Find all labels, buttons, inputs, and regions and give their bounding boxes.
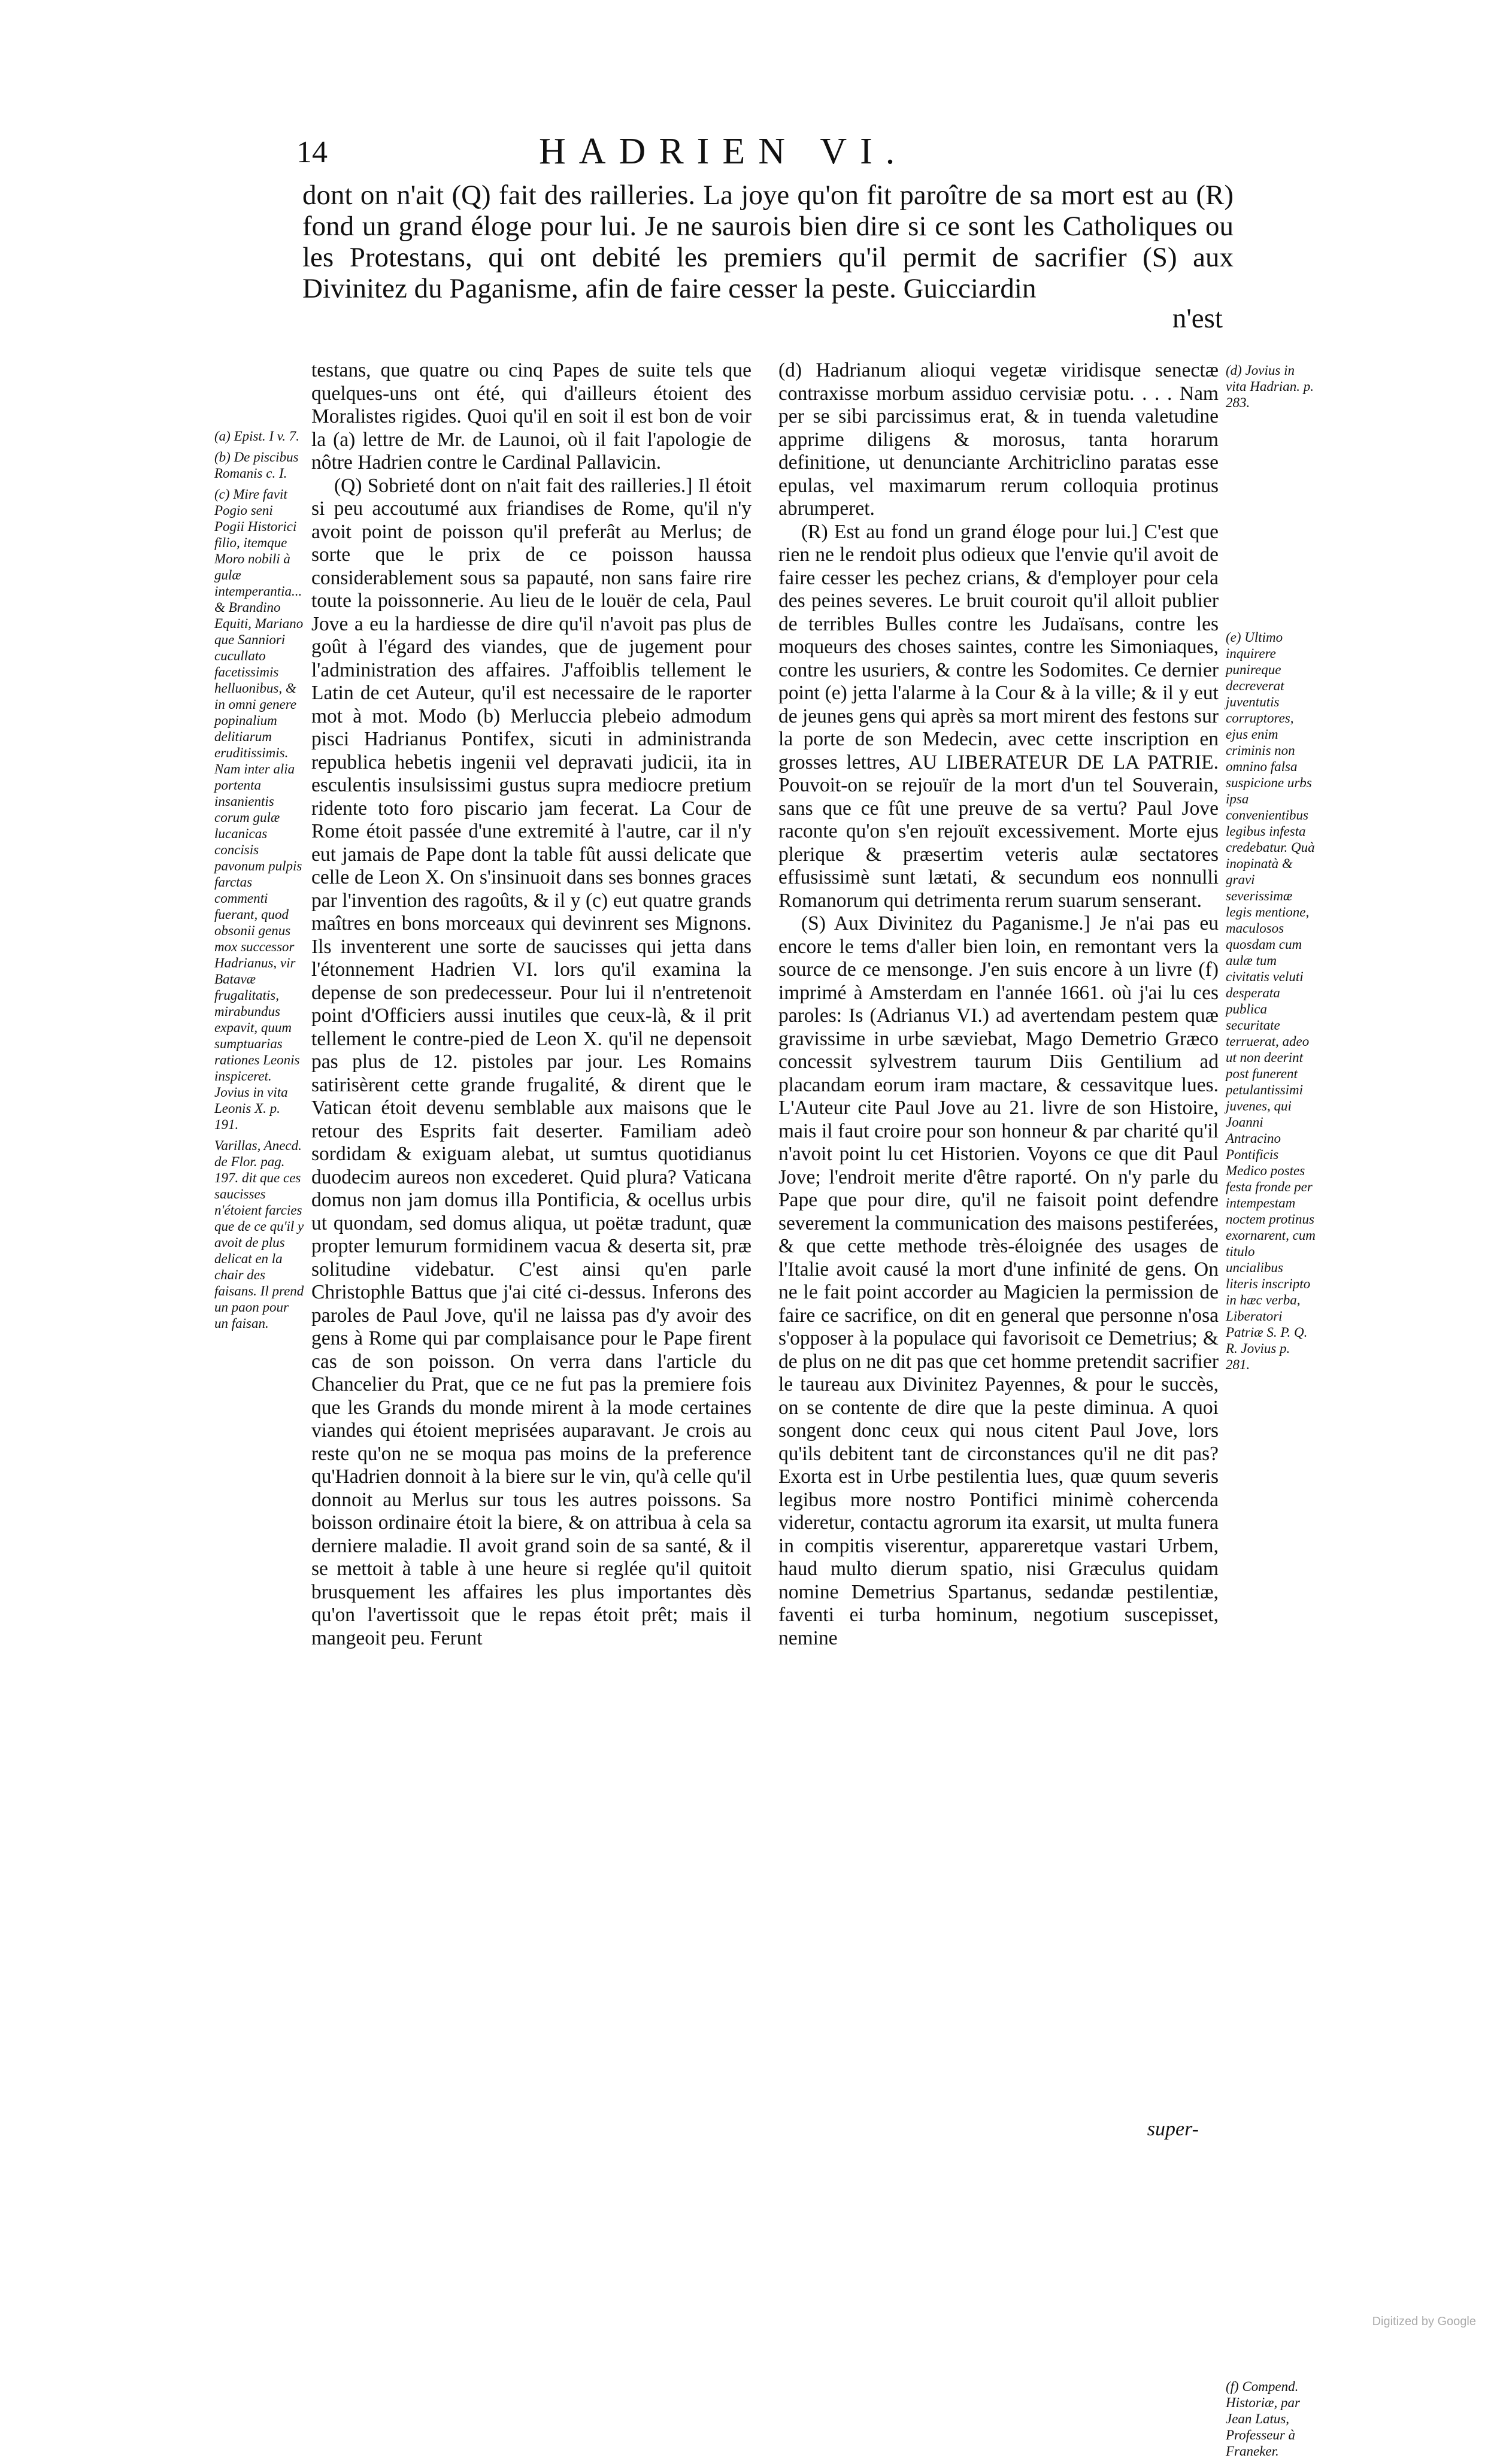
margin-note: (d) Jovius in vita Hadrian. p. 283. — [1226, 363, 1314, 410]
margin-note: (a) Epist. I v. 7. — [214, 429, 300, 444]
page-number: 14 — [296, 135, 328, 169]
left-paragraph-1: testans, que quatre ou cinq Papes de suite tels que quelques-uns ont été, qui d'ailleurs étoient des Moralistes rigides. Quoi qu'il en soit il est bon de voir la (a) lettre de Mr. de Launoi, où il fait l'apologie de nôtre Hadrien contre le Cardinal Pallavicin. — [311, 359, 751, 474]
margin-note: (c) Mire favit Pogio seni Pogii Historici filio, itemque Moro nobili à gulæ intemperantia... & Brandino Equiti, Mariano que Sanniori cucullato facetissimis helluonibus, & in omni genere popinalium delitiarum eruditissimis. Nam inter alia portenta insanientis corum gulæ lucanicas concisis pavonum pulpis farctas commenti fuerant, quod obsonii genus mox successor Hadrianus, vir Batavæ frugalitatis, mirabundus expavit, quum sumptuarias rationes Leonis inspiceret. Jovius in vita Leonis X. p. 191. — [214, 487, 304, 1132]
margin-note: (e) Ultimo inquirere punireque decreverat juventutis corruptores, ejus enim criminis non omnino falsa suspicione urbs ipsa convenientibus legibus infesta credebatur. Quà inopinatà & gravi severissimæ legis mentione, maculosos quosdam cum aulæ tum civitatis veluti desperata publica securitate terruerat, adeo ut non deerint post funerent petulantissimi juvenes, qui Joanni Antracino Pontificis Medico postes festa fronde per intempestam noctem protinus exornarent, cum titulo uncialibus literis inscripto in hæc verba, Liberatori Patriæ S. P. Q. R. Jovius p. 281. — [1226, 630, 1316, 1372]
right-paragraph-2: (R) Est au fond un grand éloge pour lui.] C'est que rien ne le rendoit plus odieux que l'envie qu'il avoit de faire cesser les pechez crians, & d'employer pour cela des peines severes. Le bruit couroit qu'il alloit publier de terribles Bulles contre les Judaïsans, contre les moqueurs des choses saintes, contre les Simoniaques, contre les usuriers, & contre les Sodomites. Ce dernier point (e) jetta l'alarme à la Cour & à la ville; & il y eut de jeunes gens qui après sa mort mirent des festons sur la porte de son Medecin, avec cette inscription en grosses lettres, AU LIBERATEUR DE LA PATRIE. Pouvoit-on se rejouïr de la mort d'un tel Souverain, sans que ce fût une preuve de sa vertu? Paul Jove raconte qu'on s'en rejouït excessivement. Morte ejus plerique & præsertim veteris aulæ sectatores effusissimè sunt lætati, & secundum eos nonnulli Romanorum qui detrimenta rerum suarum senserant. — [778, 520, 1219, 912]
right-column — [778, 359, 1219, 1650]
intro-catchword: n'est — [1172, 303, 1223, 334]
running-title: HADRIEN VI. — [539, 131, 908, 172]
margin-note: Varillas, Anecd. de Flor. pag. 197. dit que ces saucisses n'étoient farcies que de ce qu'il y avoit de plus delicat en la chair des faisans. Il prend un paon pour un faisan. — [214, 1138, 304, 1331]
intro-paragraph: dont on n'ait (Q) fait des railleries. La joye qu'on fit paroître de sa mort est au (R) fond un grand éloge pour lui. Je ne saurois bien dire si ce sont les Catholiques ou les Protestans, qui ont debité les premiers qu'il permit de sacrifier (S) aux Divinitez du Paganisme, afin de faire cesser la peste. Guicciardin — [302, 180, 1234, 304]
right-margin-notes — [1226, 362, 1316, 2464]
digitized-watermark: Digitized by Google — [1372, 2315, 1476, 2328]
margin-note: (b) De piscibus Romanis c. I. — [214, 450, 299, 481]
margin-note: (f) Compend. Historiæ, par Jean Latus, Professeur à Franeker. — [1226, 2379, 1300, 2459]
left-margin-notes — [214, 428, 304, 1336]
left-column — [311, 359, 751, 1650]
right-paragraph-3: (S) Aux Divinitez du Paganisme.] Je n'ai pas eu encore le tems d'aller bien loin, en remontant vers la source de ce mensonge. J'en suis encore à un livre (f) imprimé à Amsterdam en l'année 1661. où j'ai lu ces paroles: Is (Adrianus VI.) ad avertendam pestem quæ gravissime in urbe sæviebat, Mago Demetrio Græco concessit sylvestrem taurum Diis Gentilium ad placandam eorum iram mactare, & cessavitque lues. L'Auteur cite Paul Jove au 21. livre de son Histoire, mais il faut croire pour son honneur & par charité qu'il n'avoit point lu cet Historien. Voyons ce que dit Paul Jove; l'endroit merite d'être raporté. On n'y parle du Pape que pour dire, qu'il ne faisoit point defendre severement la communication des maisons pestiferées, & que cette methode très-éloignée des usages de l'Italie avoit causé la mort d'une infinité de gens. On ne le fait point accorder au Magicien la permission de faire ce sacrifice, on dit en general que personne n'osa s'opposer à la populace qui favorisoit ce Demetrius; & de plus on ne dit pas que cet homme pretendit sacrifier le taureau aux Divinitez Payennes, & pour le succès, on se contente de dire que la peste diminua. A quoi songent donc ceux qui nous citent Paul Jove, lors qu'ils debitent tant de circonstances qu'il ne dit pas? Exorta est in Urbe pestilentia lues, quæ quum severis legibus more nostro Pontifici minimè cohercenda videretur, contactu agrorum ita exarsit, ut multa funera in compitis viserentur, appareretque vastari Urbem, haud multo dierum spatio, nisi Græculus quidam nomine Demetrius Spartanus, sedandæ pestilentiæ, faventi ei turba hominum, negotium suscepisset, nemine — [778, 912, 1219, 1649]
right-paragraph-1: (d) Hadrianum alioqui vegetæ viridisque senectæ contraxisse morbum assiduo cervisiæ potu. . . . Nam per se sibi parcissimus erat, & in tuenda valetudine apprime diligens & morosus, tanta horarum definitione, ut denunciante Architriclino paratas esse epulas, vel maximarum rerum colloquia protinus abrumperet. — [778, 359, 1219, 520]
left-paragraph-2: (Q) Sobrieté dont on n'ait fait des railleries.] Il étoit si peu accoutumé aux friandises de Rome, qu'il n'y avoit point de poisson qu'il preferât au Merlus; de sorte que le prix de ce poisson haussa considerablement sous sa papauté, non sans faire rire toute la poissonnerie. Au lieu de le louër de cela, Paul Jove a eu la hardiesse de dire qu'il n'avoit pas plus de goût à l'égard des viandes, que de jugement pour l'administration des affaires. J'affoiblis tellement le Latin de cet Auteur, qu'il est necessaire de le raporter mot à mot. Modo (b) Merluccia plebeio admodum pisci Hadrianus Pontifex, sicuti in administranda republica hebetis ingenii vel depravati judicii, ita in esculentis insulsissimi gustus supra mediocre pretium ridente toto foro piscario jam fecerat. La Cour de Rome étoit passée d'une extremité à l'autre, car il n'y eut jamais de Pape dont la table fût aussi delicate que celle de Leon X. On s'insinuoit dans ses bonnes graces par l'invention des ragoûts, & il y (c) eut quatre grands maîtres en bons morceaux qui devinrent ses Mignons. Ils inventerent une sorte de saucisses qui jetta dans l'étonnement Hadrien VI. lors qu'il examina la depense de son predecesseur. Pour lui il n'entretenoit point d'Officiers aussi inutiles que ceux-là, & il prit tellement le contre-pied de Leon X. qu'il ne depensoit pas plus de 12. pistoles par jour. Les Romains satirisèrent cette grande frugalité, & dirent que le Vatican étoit devenu semblable aux maisons que le retour des Esprits fait deserter. Familiam adeò sordidam & exiguam alebat, ut sumtus quotidianus duodecim aureos non excederet. Quid plura? Vaticana domus non jam domus illa Pontificia, & ocellus urbis ut quondam, sed domus aliqua, ut poëtæ tradunt, quæ propter lemurum formidinem vacua & deserta sit, præ solitudine videbatur. C'est ainsi qu'en parle Christophle Battus que j'ai cité ci-dessus. Inferons des paroles de Paul Jove, qu'il ne laissa pas d'y avoir des gens à Rome qui par complaisance pour le Pape firent cas de son poisson. On verra dans l'article du Chancelier du Prat, que ce ne fut pas la premiere fois que les Grands du monde mirent à la mode certaines viandes qui étoient meprisées auparavant. Je crois au reste qu'on ne se moqua pas moins de la preference qu'Hadrien donnoit à la biere sur le vin, qu'à celle qu'il donnoit au Merlus sur tous les autres poissons. Sa boisson ordinaire étoit la biere, & on attribua à cela sa derniere maladie. Il avoit grand soin de sa santé, & il se mettoit à table à une heure si reglée qu'il quitoit brusquement les affaires les plus importantes dès qu'on l'avertissoit que le repas étoit prêt; mais il mangeoit peu. Ferunt — [311, 474, 751, 1649]
page-catchword: super- — [1147, 2118, 1199, 2140]
